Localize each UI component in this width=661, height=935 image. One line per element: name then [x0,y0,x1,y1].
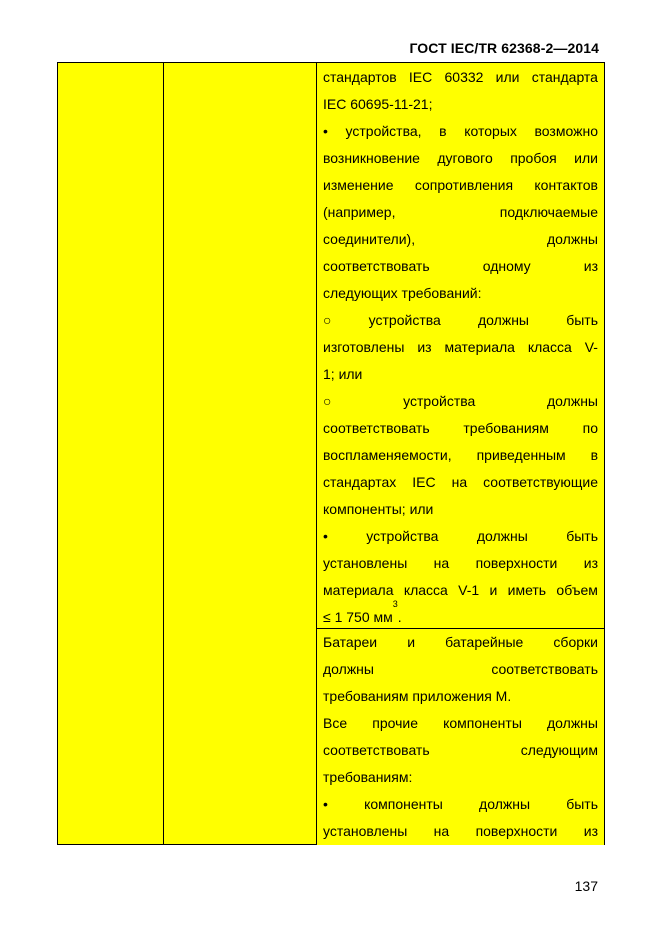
word: на [433,823,450,839]
word: ○ [323,393,332,409]
text-line [323,737,598,764]
text-line [323,791,598,818]
word: иметь [507,582,547,598]
word: стандартах [323,474,397,490]
table-column-2 [164,63,317,844]
word: соответствовать [323,420,430,436]
word: на [433,555,450,571]
word: установлены [323,555,408,571]
word: возможно [534,123,598,139]
word: IEC [412,474,436,490]
word: 1; или [323,366,363,382]
word: Батареи [323,634,378,650]
word: объем [556,582,598,598]
word: быть [566,528,598,544]
spec-table [57,62,605,845]
word: • [323,796,328,812]
word: стандарта [531,69,598,85]
page-number: 137 [574,878,598,894]
word: соответствовать [323,258,430,274]
word: класса [527,339,572,355]
word: и [407,634,416,650]
word: прочие [372,715,418,731]
text-line [323,496,598,523]
word: поверхности [475,555,558,571]
text-line [323,599,598,631]
word: из [417,339,432,355]
word: соответствовать [323,742,430,758]
word: сборки [553,634,598,650]
word: быть [566,796,598,812]
word: подключаемые [499,204,598,220]
text-line [323,361,598,388]
text-line [323,523,598,550]
text-line [323,253,598,280]
text-line [323,577,598,604]
word: должны [476,528,528,544]
word: V-1 [458,582,480,598]
word: следующих требований: [323,285,482,301]
text-line [323,818,598,845]
word: или [574,150,598,166]
word: компоненты [364,796,443,812]
table-column-1 [58,63,164,844]
word: соответствующие [483,474,598,490]
word: класса [403,582,448,598]
word: поверхности [475,823,558,839]
word: которых [464,123,517,139]
word: 60332 [444,69,484,85]
word: в [590,447,598,463]
text-line [323,710,598,737]
word: сопротивления [414,177,514,193]
word: V- [584,339,598,355]
word: устройства [366,528,439,544]
word: в [439,123,447,139]
text-line [323,226,598,253]
word: ○ [323,312,332,328]
table-column-3 [317,63,604,844]
text-line [323,307,598,334]
word: устройства [368,312,441,328]
word: • [323,123,328,139]
text-line [323,550,598,577]
text-line [323,118,598,145]
text-line [323,629,598,656]
volume-superscript: 3 [392,599,398,609]
text-line [323,442,598,469]
word: материала [323,582,394,598]
word: возникновение [323,150,420,166]
word: следующим [520,742,598,758]
word: должны [479,796,531,812]
word: устройства, [345,123,422,139]
requirements-cell-batteries [317,629,604,845]
word: стандартов [323,69,397,85]
word: батарейные [445,634,524,650]
word: IEC [408,69,433,85]
word: дугового [437,150,493,166]
word: воспламеняемости, [323,447,452,463]
word: пробоя [510,150,557,166]
word: требованиям [463,420,549,436]
word: должны [547,231,598,247]
text-line [323,388,598,415]
word: должны [547,715,598,731]
word: из [583,823,598,839]
word: должны [478,312,529,328]
text-line [323,64,598,91]
word: или [495,69,520,85]
text-line [323,199,598,226]
word: контактов [534,177,598,193]
requirements-cell-devices [317,63,604,629]
word: из [583,258,598,274]
word: IEC 60695-11-21; [323,96,433,112]
word: соответствовать [491,661,598,677]
word: Все [323,715,348,731]
word: изменение [323,177,394,193]
word: требованиям: [323,769,413,785]
word: из [583,555,598,571]
volume-tail: . [397,609,402,625]
text-line [323,683,598,710]
word: и [489,582,498,598]
word: (например, [323,204,396,220]
word: установлены [323,823,408,839]
word: должны [547,393,598,409]
text-line [323,764,598,791]
word: устройства [403,393,476,409]
text-line [323,415,598,442]
text-line [323,334,598,361]
word: приведенным [476,447,566,463]
word: соединители), [323,231,416,247]
word: по [582,420,598,436]
word: одному [482,258,531,274]
word: быть [566,312,598,328]
word: компоненты [443,715,522,731]
text-line [323,172,598,199]
volume-text: ≤ 1 750 мм [323,609,393,625]
text-line [323,469,598,496]
word: компоненты; или [323,501,434,517]
word: изготовлены [323,339,405,355]
document-header: ГОСТ IEC/TR 62368-2—2014 [409,40,599,56]
text-line [323,656,598,683]
word: должны [323,661,374,677]
text-line [323,280,598,307]
word: • [323,528,328,544]
text-line [323,145,598,172]
word: требованиям приложения М. [323,688,512,704]
word: на [451,474,468,490]
text-line [323,91,598,118]
word: материала [444,339,515,355]
